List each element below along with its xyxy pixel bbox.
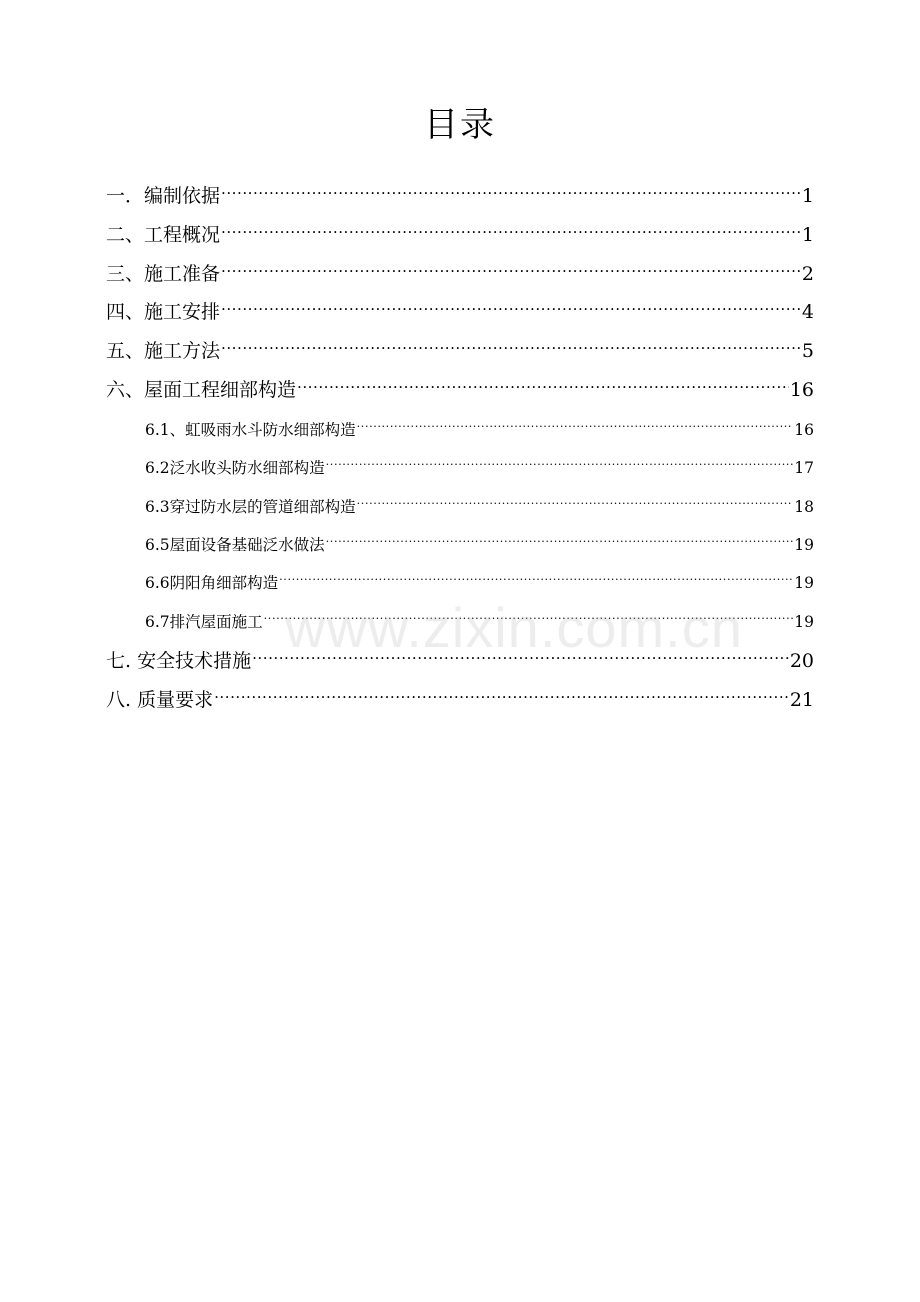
toc-dot-leader: [214, 687, 789, 706]
toc-dot-leader: [279, 573, 793, 589]
toc-entry-label: 6.3穿过防水层的管道细部构造: [145, 498, 356, 516]
toc-title: 目录: [424, 105, 496, 145]
watermark-text: www.zixin.com.cn: [285, 596, 743, 659]
toc-dot-leader: [221, 222, 801, 241]
toc-entry[interactable]: [106, 336, 814, 366]
toc-dot-leader: [357, 420, 794, 436]
toc-entry-page: 5: [801, 340, 814, 362]
toc-entry-label: 一．编制依据: [106, 185, 221, 207]
toc-entry-page: 21: [789, 689, 814, 711]
toc-entry-page: 19: [794, 574, 814, 592]
toc-subentry[interactable]: [145, 455, 814, 481]
toc-entry[interactable]: [106, 375, 814, 405]
toc-dot-leader: [252, 648, 789, 667]
toc-entry-page: 18: [794, 498, 814, 516]
toc-entry-label: 6.6阴阳角细部构造: [145, 574, 279, 592]
toc-entry[interactable]: [106, 220, 814, 250]
toc-entry-label: 6.1、虹吸雨水斗防水细部构造: [145, 421, 356, 439]
toc-entry-page: 19: [794, 536, 814, 554]
toc-entry-label: 五、施工方法: [106, 340, 221, 362]
toc-dot-leader: [357, 497, 794, 513]
toc-entry-page: 16: [789, 379, 814, 401]
toc-subentry[interactable]: [145, 570, 814, 596]
toc-dot-leader: [326, 535, 794, 551]
toc-entry-label: 6.2泛水收头防水细部构造: [145, 459, 325, 477]
toc-entry-label: 四、施工安排: [106, 301, 221, 323]
toc-subentry[interactable]: [145, 609, 814, 635]
toc-entry-page: 1: [801, 185, 814, 207]
toc-dot-leader: [221, 183, 801, 202]
toc-entry[interactable]: [106, 685, 814, 715]
toc-entry[interactable]: [106, 297, 814, 327]
toc-entry-label: 二、工程概况: [106, 224, 221, 246]
toc-dot-leader: [221, 261, 801, 280]
toc-dot-leader: [326, 458, 794, 474]
toc-entry-page: 20: [789, 650, 814, 672]
toc-entry-page: 19: [794, 613, 814, 631]
toc-entry-label: 6.5屋面设备基础泛水做法: [145, 536, 325, 554]
toc-dot-leader: [221, 299, 801, 318]
toc-entry-label: 八. 质量要求: [106, 689, 214, 711]
toc-entry-page: 2: [801, 263, 814, 285]
toc-subentry[interactable]: [145, 532, 814, 558]
toc-dot-leader: [264, 612, 794, 628]
toc-entry-label: 6.7排汽屋面施工: [145, 613, 263, 631]
toc-entry-page: 17: [794, 459, 814, 477]
toc-subentry[interactable]: [145, 417, 814, 443]
toc-entry-label: 七. 安全技术措施: [106, 650, 252, 672]
toc-dot-leader: [297, 377, 789, 396]
toc-entry-page: 1: [801, 224, 814, 246]
toc-entry-label: 六、屋面工程细部构造: [106, 379, 297, 401]
toc-entry[interactable]: [106, 646, 814, 676]
toc-entry-page: 4: [801, 301, 814, 323]
toc-subentry[interactable]: [145, 494, 814, 520]
toc-entry[interactable]: [106, 259, 814, 289]
toc-entry-page: 16: [794, 421, 814, 439]
toc-dot-leader: [221, 338, 801, 357]
toc-entry[interactable]: [106, 181, 814, 211]
toc-entry-label: 三、施工准备: [106, 263, 221, 285]
